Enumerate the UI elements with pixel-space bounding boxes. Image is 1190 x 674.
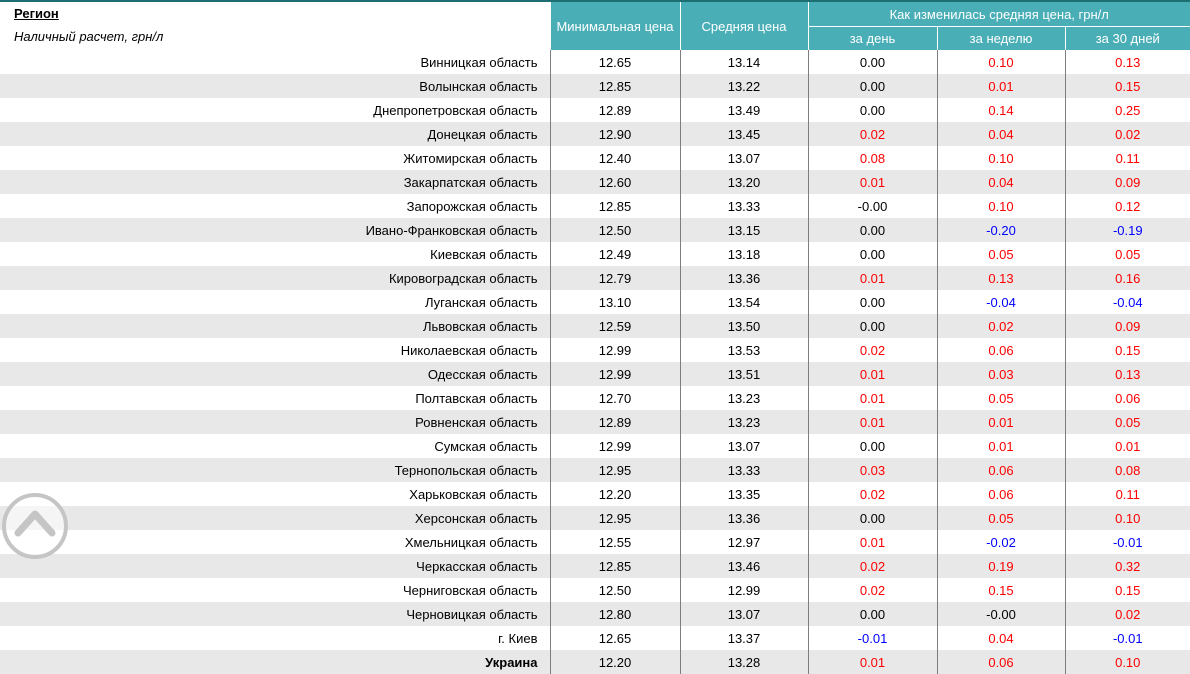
month-change-cell: 0.01 — [1065, 434, 1190, 458]
day-change-cell: 0.00 — [808, 602, 937, 626]
day-change-cell: 0.00 — [808, 290, 937, 314]
table-row — [0, 626, 1190, 650]
avg-price-cell: 13.07 — [680, 602, 808, 626]
day-change-cell: 0.00 — [808, 74, 937, 98]
week-change-cell: 0.02 — [937, 314, 1065, 338]
avg-price-header: Средняя цена — [680, 2, 808, 50]
month-change-cell: 0.16 — [1065, 266, 1190, 290]
region-cell: Житомирская область — [403, 150, 538, 166]
min-price-cell: 12.20 — [550, 482, 680, 506]
min-price-cell: 12.79 — [550, 266, 680, 290]
min-price-cell: 12.20 — [550, 650, 680, 674]
fuel-price-table — [0, 2, 1190, 674]
min-price-cell: 12.50 — [550, 218, 680, 242]
month-change-cell: 0.11 — [1065, 482, 1190, 506]
month-change-cell: 0.05 — [1065, 410, 1190, 434]
week-change-cell: 0.14 — [937, 98, 1065, 122]
week-change-cell: -0.20 — [937, 218, 1065, 242]
avg-price-cell: 13.07 — [680, 434, 808, 458]
avg-price-cell: 13.54 — [680, 290, 808, 314]
avg-price-cell: 12.99 — [680, 578, 808, 602]
week-change-cell: -0.02 — [937, 530, 1065, 554]
min-price-cell: 12.49 — [550, 242, 680, 266]
avg-price-cell: 13.20 — [680, 170, 808, 194]
table-row — [0, 434, 1190, 458]
table-row — [0, 290, 1190, 314]
region-cell: Харьковская область — [409, 486, 538, 502]
day-change-cell: 0.02 — [808, 338, 937, 362]
avg-price-cell: 13.18 — [680, 242, 808, 266]
week-change-cell: 0.04 — [937, 170, 1065, 194]
region-cell: Херсонская область — [0, 506, 550, 530]
day-change-cell: 0.02 — [808, 482, 937, 506]
min-price-cell: 12.99 — [550, 338, 680, 362]
month-change-header: за 30 дней — [1065, 27, 1190, 51]
month-change-cell: 0.13 — [1065, 362, 1190, 386]
week-change-cell: 0.01 — [937, 410, 1065, 434]
avg-price-cell: 13.46 — [680, 554, 808, 578]
week-change-cell: 0.06 — [937, 458, 1065, 482]
avg-price-cell: 13.14 — [680, 50, 808, 74]
week-change-cell: -0.04 — [937, 290, 1065, 314]
month-change-cell: 0.12 — [1065, 194, 1190, 218]
table-row — [0, 50, 1190, 74]
day-change-header: за день — [808, 27, 937, 51]
day-change-cell: 0.01 — [808, 650, 937, 674]
avg-price-cell: 13.33 — [680, 458, 808, 482]
week-change-cell: 0.10 — [937, 146, 1065, 170]
price-change-group-header: Как изменилась средняя цена, грн/л — [808, 2, 1190, 27]
min-price-cell: 12.85 — [550, 74, 680, 98]
region-cell: Киевская область — [430, 246, 538, 262]
min-price-cell: 12.70 — [550, 386, 680, 410]
week-change-cell: 0.05 — [937, 386, 1065, 410]
min-price-cell: 12.89 — [550, 410, 680, 434]
avg-price-cell: 13.53 — [680, 338, 808, 362]
month-change-cell: 0.15 — [1065, 578, 1190, 602]
month-change-cell: 0.06 — [1065, 386, 1190, 410]
region-cell: Черниговская область — [402, 582, 538, 598]
table-row — [0, 242, 1190, 266]
region-cell: Тернопольская область — [0, 458, 550, 482]
week-change-cell: 0.05 — [937, 242, 1065, 266]
day-change-cell: 0.02 — [808, 578, 937, 602]
table-row — [0, 218, 1190, 242]
min-price-cell: 12.90 — [550, 122, 680, 146]
region-cell: Украина — [0, 650, 550, 674]
min-price-cell: 12.95 — [550, 458, 680, 482]
week-change-cell: 0.05 — [937, 506, 1065, 530]
region-cell: Волынская область — [0, 74, 550, 98]
avg-price-cell: 13.35 — [680, 482, 808, 506]
table-row — [0, 410, 1190, 434]
min-price-cell: 12.60 — [550, 170, 680, 194]
avg-price-cell: 13.50 — [680, 314, 808, 338]
week-change-cell: 0.13 — [937, 266, 1065, 290]
avg-price-cell: 13.51 — [680, 362, 808, 386]
day-change-cell: 0.01 — [808, 266, 937, 290]
region-cell: Черкасская область — [0, 554, 550, 578]
table-row — [0, 98, 1190, 122]
table-row — [0, 170, 1190, 194]
region-cell: Закарпатская область — [0, 170, 550, 194]
avg-price-cell: 13.23 — [680, 410, 808, 434]
day-change-cell: 0.01 — [808, 170, 937, 194]
month-change-cell: 0.15 — [1065, 74, 1190, 98]
day-change-cell: 0.08 — [808, 146, 937, 170]
month-change-cell: 0.32 — [1065, 554, 1190, 578]
region-column-title[interactable]: Регион — [14, 6, 59, 21]
region-cell: Ивано-Франковская область — [0, 218, 550, 242]
week-change-cell: 0.04 — [937, 626, 1065, 650]
min-price-cell: 12.89 — [550, 98, 680, 122]
day-change-cell: 0.00 — [808, 314, 937, 338]
month-change-cell: 0.10 — [1065, 506, 1190, 530]
min-price-cell: 12.85 — [550, 194, 680, 218]
table-row — [0, 74, 1190, 98]
min-price-cell: 13.10 — [550, 290, 680, 314]
avg-price-cell: 13.36 — [680, 506, 808, 530]
avg-price-cell: 13.33 — [680, 194, 808, 218]
month-change-cell: -0.01 — [1065, 530, 1190, 554]
day-change-cell: 0.00 — [808, 98, 937, 122]
region-cell: Кировоградская область — [0, 266, 550, 290]
chevron-up-icon — [14, 507, 56, 537]
table-row — [0, 146, 1190, 170]
min-price-cell: 12.50 — [550, 578, 680, 602]
month-change-cell: 0.08 — [1065, 458, 1190, 482]
region-cell: Сумская область — [434, 438, 538, 454]
min-price-cell: 12.59 — [550, 314, 680, 338]
min-price-cell: 12.65 — [550, 626, 680, 650]
region-cell: Николаевская область — [400, 342, 538, 358]
month-change-cell: 0.15 — [1065, 338, 1190, 362]
region-cell: Одесская область — [0, 362, 550, 386]
week-change-cell: 0.06 — [937, 482, 1065, 506]
table-row — [0, 602, 1190, 626]
table-row — [0, 458, 1190, 482]
day-change-cell: 0.01 — [808, 362, 937, 386]
table-row — [0, 554, 1190, 578]
month-change-cell: 0.09 — [1065, 314, 1190, 338]
day-change-cell: 0.02 — [808, 122, 937, 146]
week-change-cell: 0.10 — [937, 50, 1065, 74]
region-cell: Полтавская область — [415, 390, 538, 406]
avg-price-cell: 13.07 — [680, 146, 808, 170]
table-row — [0, 266, 1190, 290]
week-change-cell: 0.01 — [937, 434, 1065, 458]
region-cell: Ровненская область — [0, 410, 550, 434]
day-change-cell: 0.00 — [808, 50, 937, 74]
min-price-cell: 12.99 — [550, 434, 680, 458]
avg-price-cell: 13.28 — [680, 650, 808, 674]
week-change-cell: 0.01 — [937, 74, 1065, 98]
min-price-cell: 12.85 — [550, 554, 680, 578]
region-cell: Донецкая область — [0, 122, 550, 146]
table-row — [0, 362, 1190, 386]
day-change-cell: 0.00 — [808, 506, 937, 530]
day-change-cell: 0.01 — [808, 386, 937, 410]
scroll-to-top-button[interactable] — [2, 493, 68, 559]
day-change-cell: 0.00 — [808, 218, 937, 242]
avg-price-cell: 13.45 — [680, 122, 808, 146]
month-change-cell: 0.02 — [1065, 122, 1190, 146]
week-change-cell: 0.03 — [937, 362, 1065, 386]
day-change-cell: 0.01 — [808, 530, 937, 554]
week-change-cell: 0.04 — [937, 122, 1065, 146]
avg-price-cell: 13.22 — [680, 74, 808, 98]
region-cell: Запорожская область — [406, 198, 538, 214]
day-change-cell: 0.03 — [808, 458, 937, 482]
avg-price-cell: 13.37 — [680, 626, 808, 650]
month-change-cell: 0.09 — [1065, 170, 1190, 194]
month-change-cell: 0.11 — [1065, 146, 1190, 170]
day-change-cell: -0.00 — [808, 194, 937, 218]
month-change-cell: -0.04 — [1065, 290, 1190, 314]
week-change-cell: 0.10 — [937, 194, 1065, 218]
region-cell: Луганская область — [424, 294, 538, 310]
month-change-cell: 0.05 — [1065, 242, 1190, 266]
week-change-cell: 0.19 — [937, 554, 1065, 578]
day-change-cell: 0.00 — [808, 434, 937, 458]
avg-price-cell: 13.49 — [680, 98, 808, 122]
region-cell: г. Киев — [498, 630, 538, 646]
table-row — [0, 506, 1190, 530]
region-cell: Днепропетровская область — [373, 102, 538, 118]
region-cell: Винницкая область — [420, 54, 538, 70]
table-row — [0, 530, 1190, 554]
month-change-cell: -0.01 — [1065, 626, 1190, 650]
table-row — [0, 578, 1190, 602]
day-change-cell: 0.02 — [808, 554, 937, 578]
day-change-cell: 0.00 — [808, 242, 937, 266]
day-change-cell: -0.01 — [808, 626, 937, 650]
table-row — [0, 194, 1190, 218]
region-cell: Черновицкая область — [0, 602, 550, 626]
min-price-cell: 12.40 — [550, 146, 680, 170]
min-price-cell: 12.80 — [550, 602, 680, 626]
table-row — [0, 386, 1190, 410]
min-price-cell: 12.95 — [550, 506, 680, 530]
region-header-cell — [0, 2, 550, 50]
month-change-cell: -0.19 — [1065, 218, 1190, 242]
min-price-header: Минимальная цена — [550, 2, 680, 50]
table-row — [0, 122, 1190, 146]
avg-price-cell: 13.23 — [680, 386, 808, 410]
month-change-cell: 0.13 — [1065, 50, 1190, 74]
week-change-header: за неделю — [937, 27, 1065, 51]
avg-price-cell: 13.36 — [680, 266, 808, 290]
region-cell: Хмельницкая область — [404, 534, 538, 550]
month-change-cell: 0.25 — [1065, 98, 1190, 122]
table-row — [0, 650, 1190, 674]
week-change-cell: 0.15 — [937, 578, 1065, 602]
week-change-cell: -0.00 — [937, 602, 1065, 626]
min-price-cell: 12.99 — [550, 362, 680, 386]
unit-subtitle: Наличный расчет, грн/л — [14, 29, 164, 44]
week-change-cell: 0.06 — [937, 650, 1065, 674]
day-change-cell: 0.01 — [808, 410, 937, 434]
table-row — [0, 338, 1190, 362]
month-change-cell: 0.10 — [1065, 650, 1190, 674]
table-row — [0, 314, 1190, 338]
avg-price-cell: 12.97 — [680, 530, 808, 554]
table-row — [0, 482, 1190, 506]
table-body — [0, 50, 1190, 674]
week-change-cell: 0.06 — [937, 338, 1065, 362]
min-price-cell: 12.55 — [550, 530, 680, 554]
min-price-cell: 12.65 — [550, 50, 680, 74]
month-change-cell: 0.02 — [1065, 602, 1190, 626]
avg-price-cell: 13.15 — [680, 218, 808, 242]
region-cell: Львовская область — [0, 314, 550, 338]
